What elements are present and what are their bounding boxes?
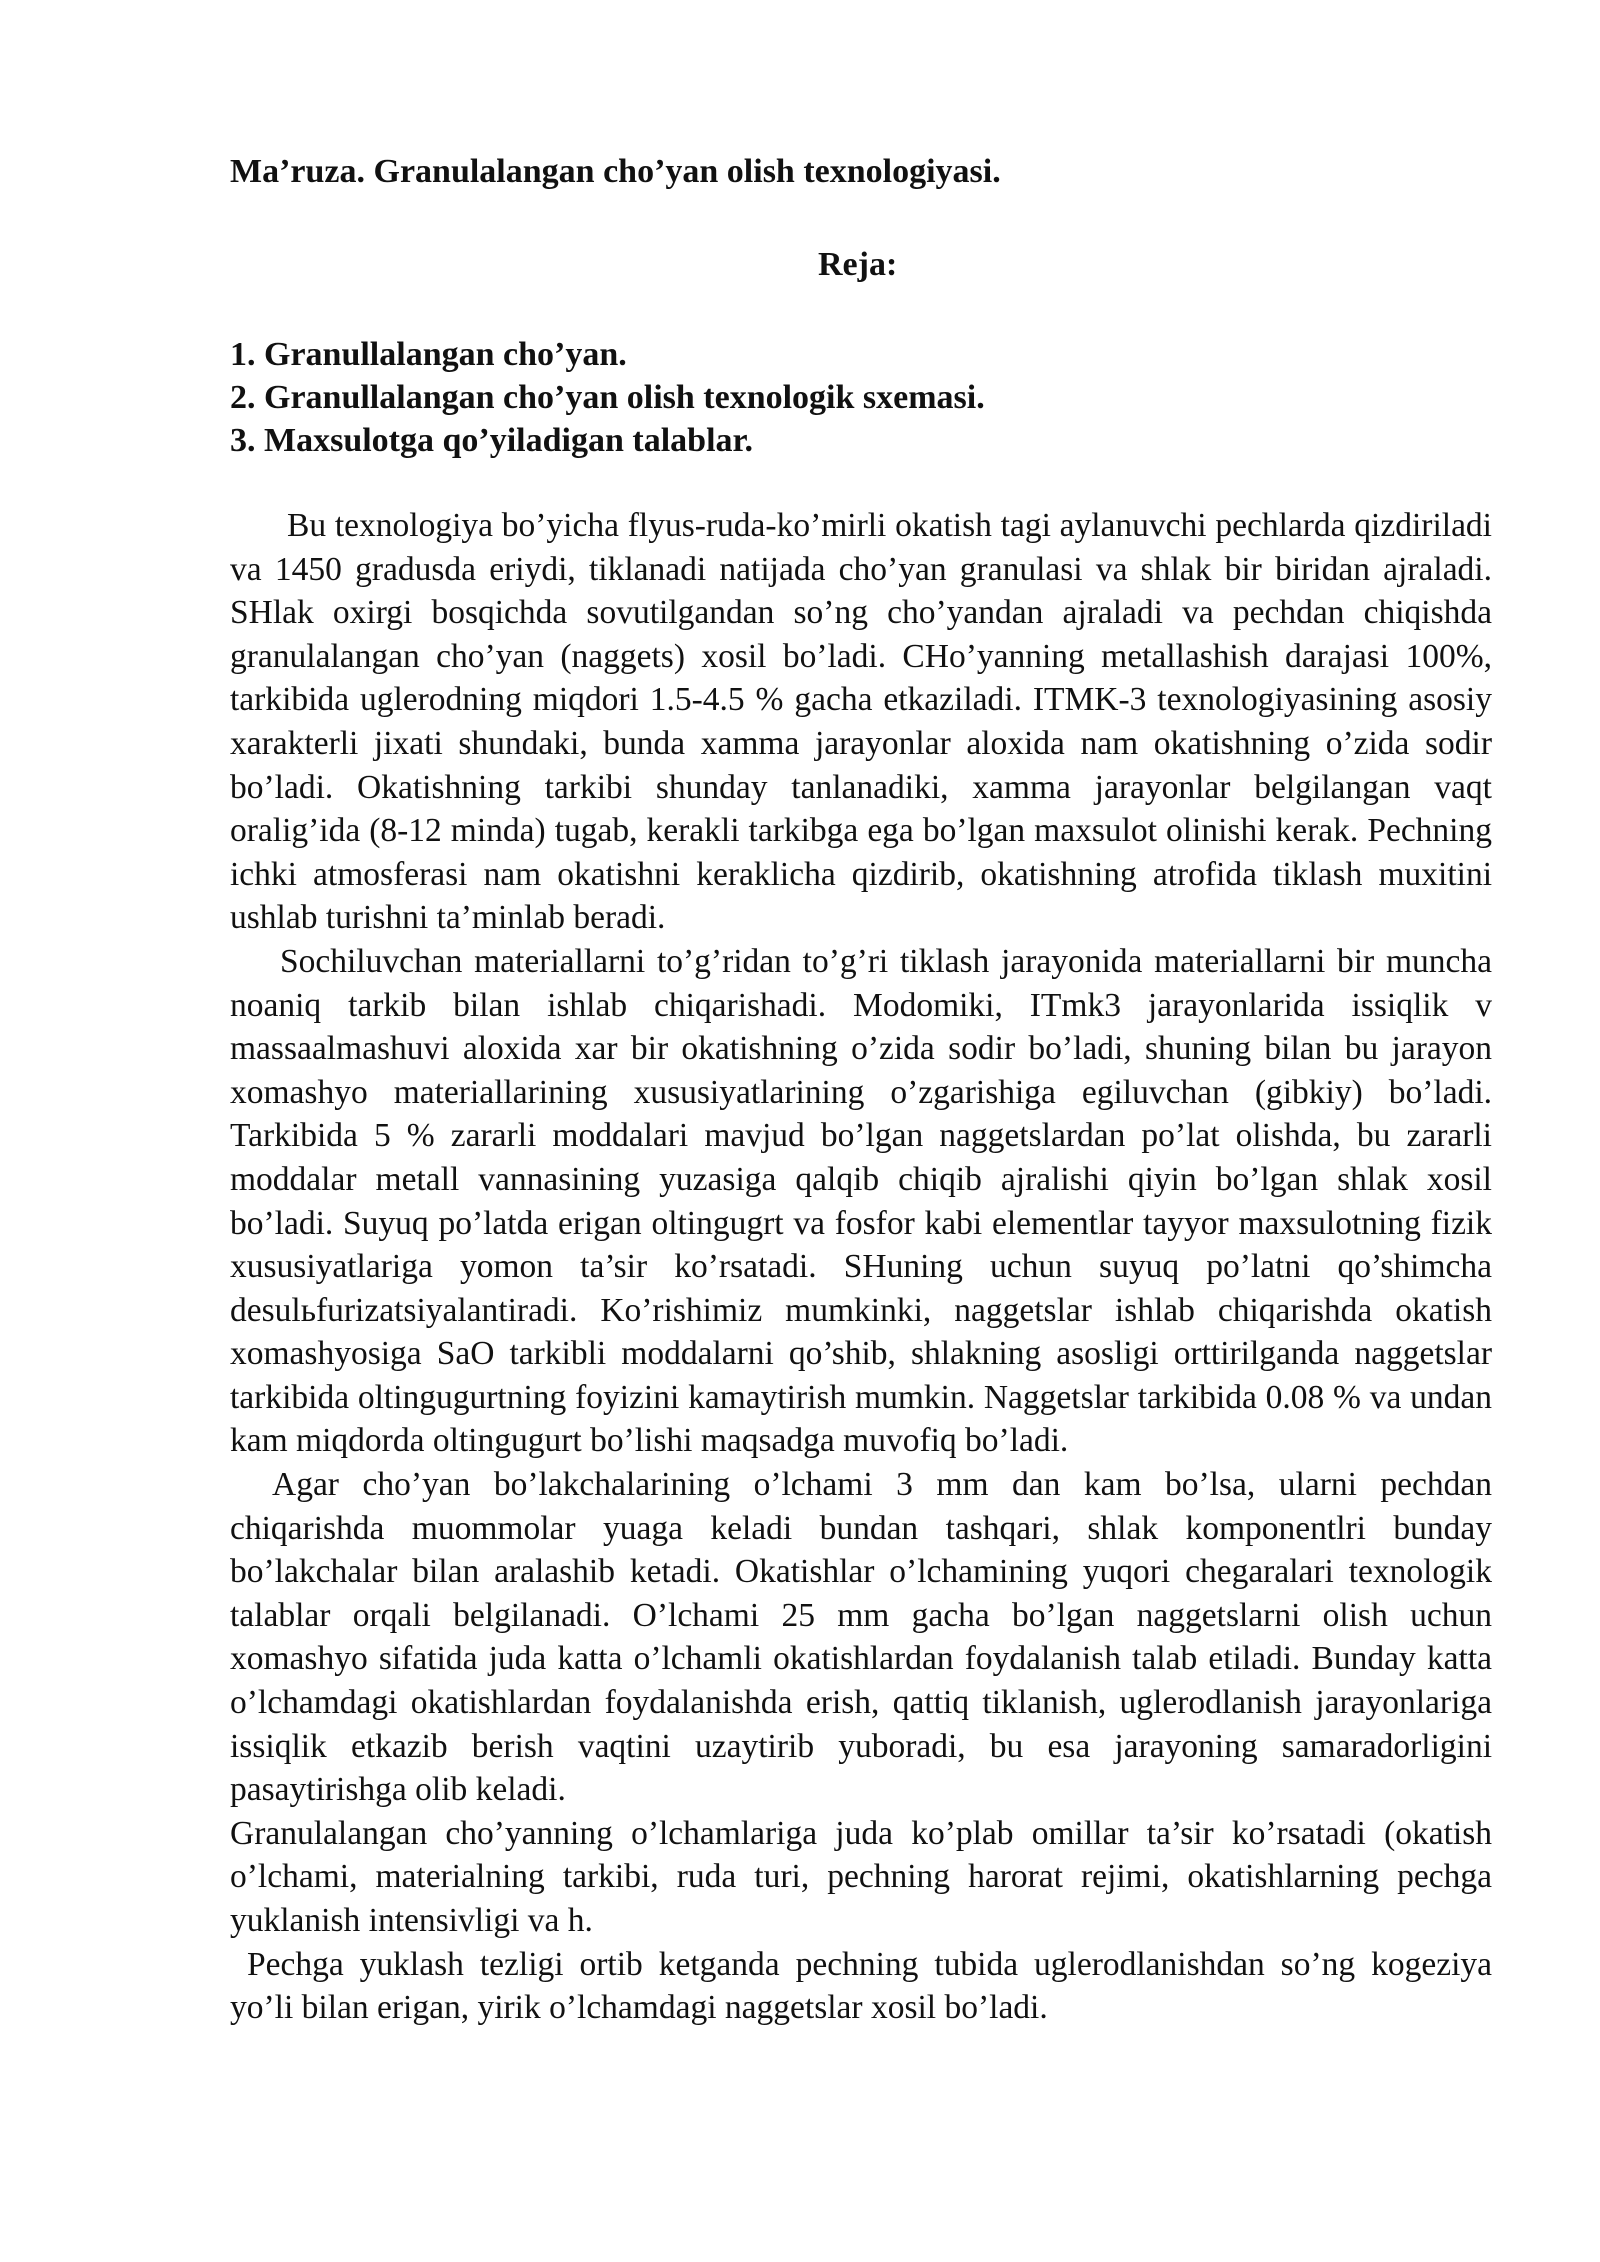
paragraph: Pechga yuklash tezligi ortib ketganda pechning tubida uglerodlanishdan so’ng kogeziya yo’li bilan erigan, yirik o’lchamdagi naggetslar xosil bo’ladi. xyxy=(230,1945,1492,2027)
paragraph: Granulalangan cho’yanning o’lchamlariga juda ko’plab omillar ta’sir ko’rsatadi (okatish o’lchami, materialning tarkibi, ruda turi, pechning harorat rejimi, okatishlarning pechga yuklanish intensivligi va h. xyxy=(230,1814,1492,1939)
lecture-body xyxy=(230,504,1492,2030)
plan-item: 2. Granullalangan cho’yan olish texnologik sxemasi. xyxy=(230,379,985,416)
paragraph: Bu texnologiya bo’yicha flyus-ruda-ko’mirli okatish tagi aylanuvchi pechlarda qizdiriladi va 1450 gradusda eriydi, tiklanadi natijada cho’yan granulasi va shlak bir biridan ajraladi. SHlak oxirgi bosqichda sovutilgandan so’ng cho’yandan ajraladi va pechdan chiqishda granulalangan cho’yan (naggets) xosil bo’ladi. CHo’yanning metallashish darajasi 100%, tarkibida uglerodning miqdori 1.5-4.5 % gacha etkaziladi. ITMK-3 texnologiyasining asosiy xarakterli jixati shundaki, bunda xamma jarayonlar aloxida nam okatishning o’zida sodir bo’ladi. Okatishning tarkibi shunday tanlanadiki, xamma jarayonlar belgilangan vaqt oralig’ida (8-12 minda) tugab, kerakli tarkibga ega bo’lgan maxsulot olinishi kerak. Pechning ichki atmosferasi nam okatishni keraklicha qizdirib, okatishning atrofida tiklash muxitini ushlab turishni ta’minlab beradi. xyxy=(230,507,1492,937)
paragraph: Sochiluvchan materiallarni to’g’ridan to’g’ri tiklash jarayonida materiallarni bir muncha noaniq tarkib bilan ishlab chiqarishadi. Modomiki, ITmk3 jarayonlarida issiqlik v massaalmashuvi aloxida xar bir okatishning o’zida sodir bo’ladi, shuning bilan bu jarayon xomashyo materiallarining xususiyatlarining o’zgarishiga egiluvchan (gibkiy) bo’ladi. Tarkibida 5 % zararli moddalari mavjud bo’lgan naggetslardan po’lat olishda, bu zararli moddalar metall vannasining yuzasiga qalqib chiqib ajralishi qiyin bo’lgan shlak xosil bo’ladi. Suyuq po’latda erigan oltingugrt va fosfor kabi elementlar tayyor maxsulotning fizik xususiyatlariga yomon ta’sir ko’rsatadi. SHuning uchun suyuq po’latni qo’shimcha desulьfurizatsiyalantiradi. Ko’rishimiz mumkinki, naggetslar ishlab chiqarishda okatish xomashyosiga SaO tarkibli moddalarni qo’shib, shlakning asosligi orttirilganda naggetslar tarkibida oltingugurtning foyizini kamaytirish mumkin. Naggetslar tarkibida 0.08 % va undan kam miqdorda oltingugurt bo’lishi maqsadga muvofiq bo’ladi. xyxy=(230,942,1492,1460)
plan-list xyxy=(230,333,985,462)
paragraph: Agar cho’yan bo’lakchalarining o’lchami 3 mm dan kam bo’lsa, ularni pechdan chiqarishda muommolar yuaga keladi bundan tashqari, shlak komponentlri bunday bo’lakchalar bilan aralashib ketadi. Okatishlar o’lchamining yuqori chegaralari texnologik talablar orqali belgilanadi. O’lchami 25 mm gacha bo’lgan naggetslarni olish uchun xomashyo sifatida juda katta o’lchamli okatishlardan foydalanish talab etiladi. Bunday katta o’lchamdagi okatishlardan foydalanishda erish, qattiq tiklanish, uglerodlanish jarayonlariga issiqlik etkazib berish vaqtini uzaytirib yuboradi, bu esa jarayoning samaradorligini pasaytirishga olib keladi. xyxy=(230,1466,1492,1809)
plan-heading: Reja: xyxy=(818,246,898,283)
plan-item: 1. Granullalangan cho’yan. xyxy=(230,336,627,373)
plan-item: 3. Maxsulotga qo’yiladigan talablar. xyxy=(230,422,753,459)
lecture-title: Ma’ruza. Granulalangan cho’yan olish texnologiyasi. xyxy=(230,153,1001,190)
